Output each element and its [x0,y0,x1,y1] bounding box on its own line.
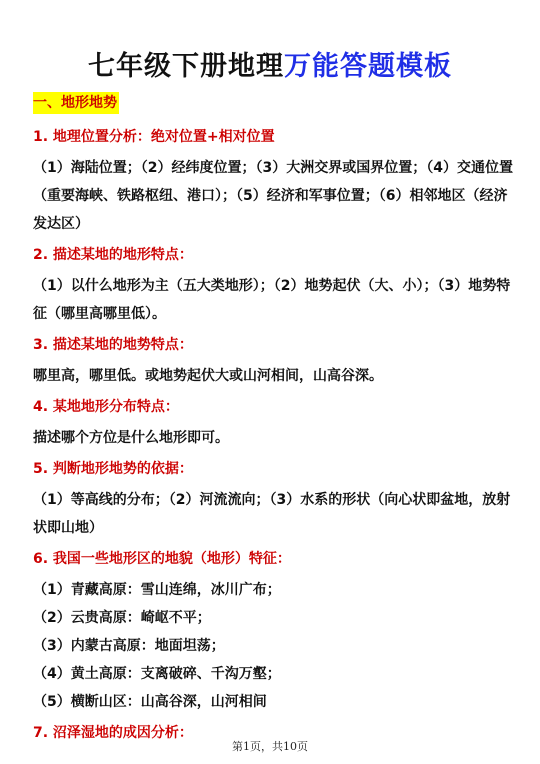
section-heading: 一、地形地势 [33,92,119,114]
answer-4: 描述哪个方位是什么地形即可。 [33,430,229,446]
answer-2: （1）以什么地形为主（五大类地形）；（2）地势起伏（大、小）；（3）地势特征（哪里高哪里低）。 [33,278,511,322]
page-footer: 第1页，共10页 [232,740,308,753]
question-7: 7. 沼泽湿地的成因分析： [33,725,193,741]
page-title-part2: 万能答题模板 [284,51,452,82]
answer-5: （1）等高线的分布；（2）河流流向；（3）水系的形状（向心状即盆地，放射状即山地） [33,492,511,536]
answer-3: 哪里高，哪里低。或地势起伏大或山河相间，山高谷深。 [33,368,383,384]
answer-6-line-1: （1）青藏高原：雪山连绵，冰川广布； [33,582,281,598]
question-3: 3. 描述某地的地势特点： [33,337,193,353]
answer-1: （1）海陆位置；（2）经纬度位置；（3）大洲交界或国界位置；（4）交通位置（重要海峡、铁路枢纽、港口）；（5）经济和军事位置；（6）相邻地区（经济发达区） [33,160,513,232]
document-content [33,92,517,750]
answer-6-line-4: （4）黄土高原：支离破碎、千沟万壑； [33,666,281,682]
page-title [0,44,540,83]
answer-6-line-2: （2）云贵高原：崎岖不平； [33,610,211,626]
question-2: 2. 描述某地的地形特点： [33,247,193,263]
question-1: 1. 地理位置分析：绝对位置+相对位置 [33,129,275,145]
question-6: 6. 我国一些地形区的地貌（地形）特征： [33,551,291,567]
question-4: 4. 某地地形分布特点： [33,399,179,415]
page-title-part1: 七年级下册地理 [88,51,284,82]
answer-6-line-3: （3）内蒙古高原：地面坦荡； [33,638,225,654]
answer-6-line-5: （5）横断山区：山高谷深，山河相间 [33,694,267,710]
question-5: 5. 判断地形地势的依据： [33,461,193,477]
